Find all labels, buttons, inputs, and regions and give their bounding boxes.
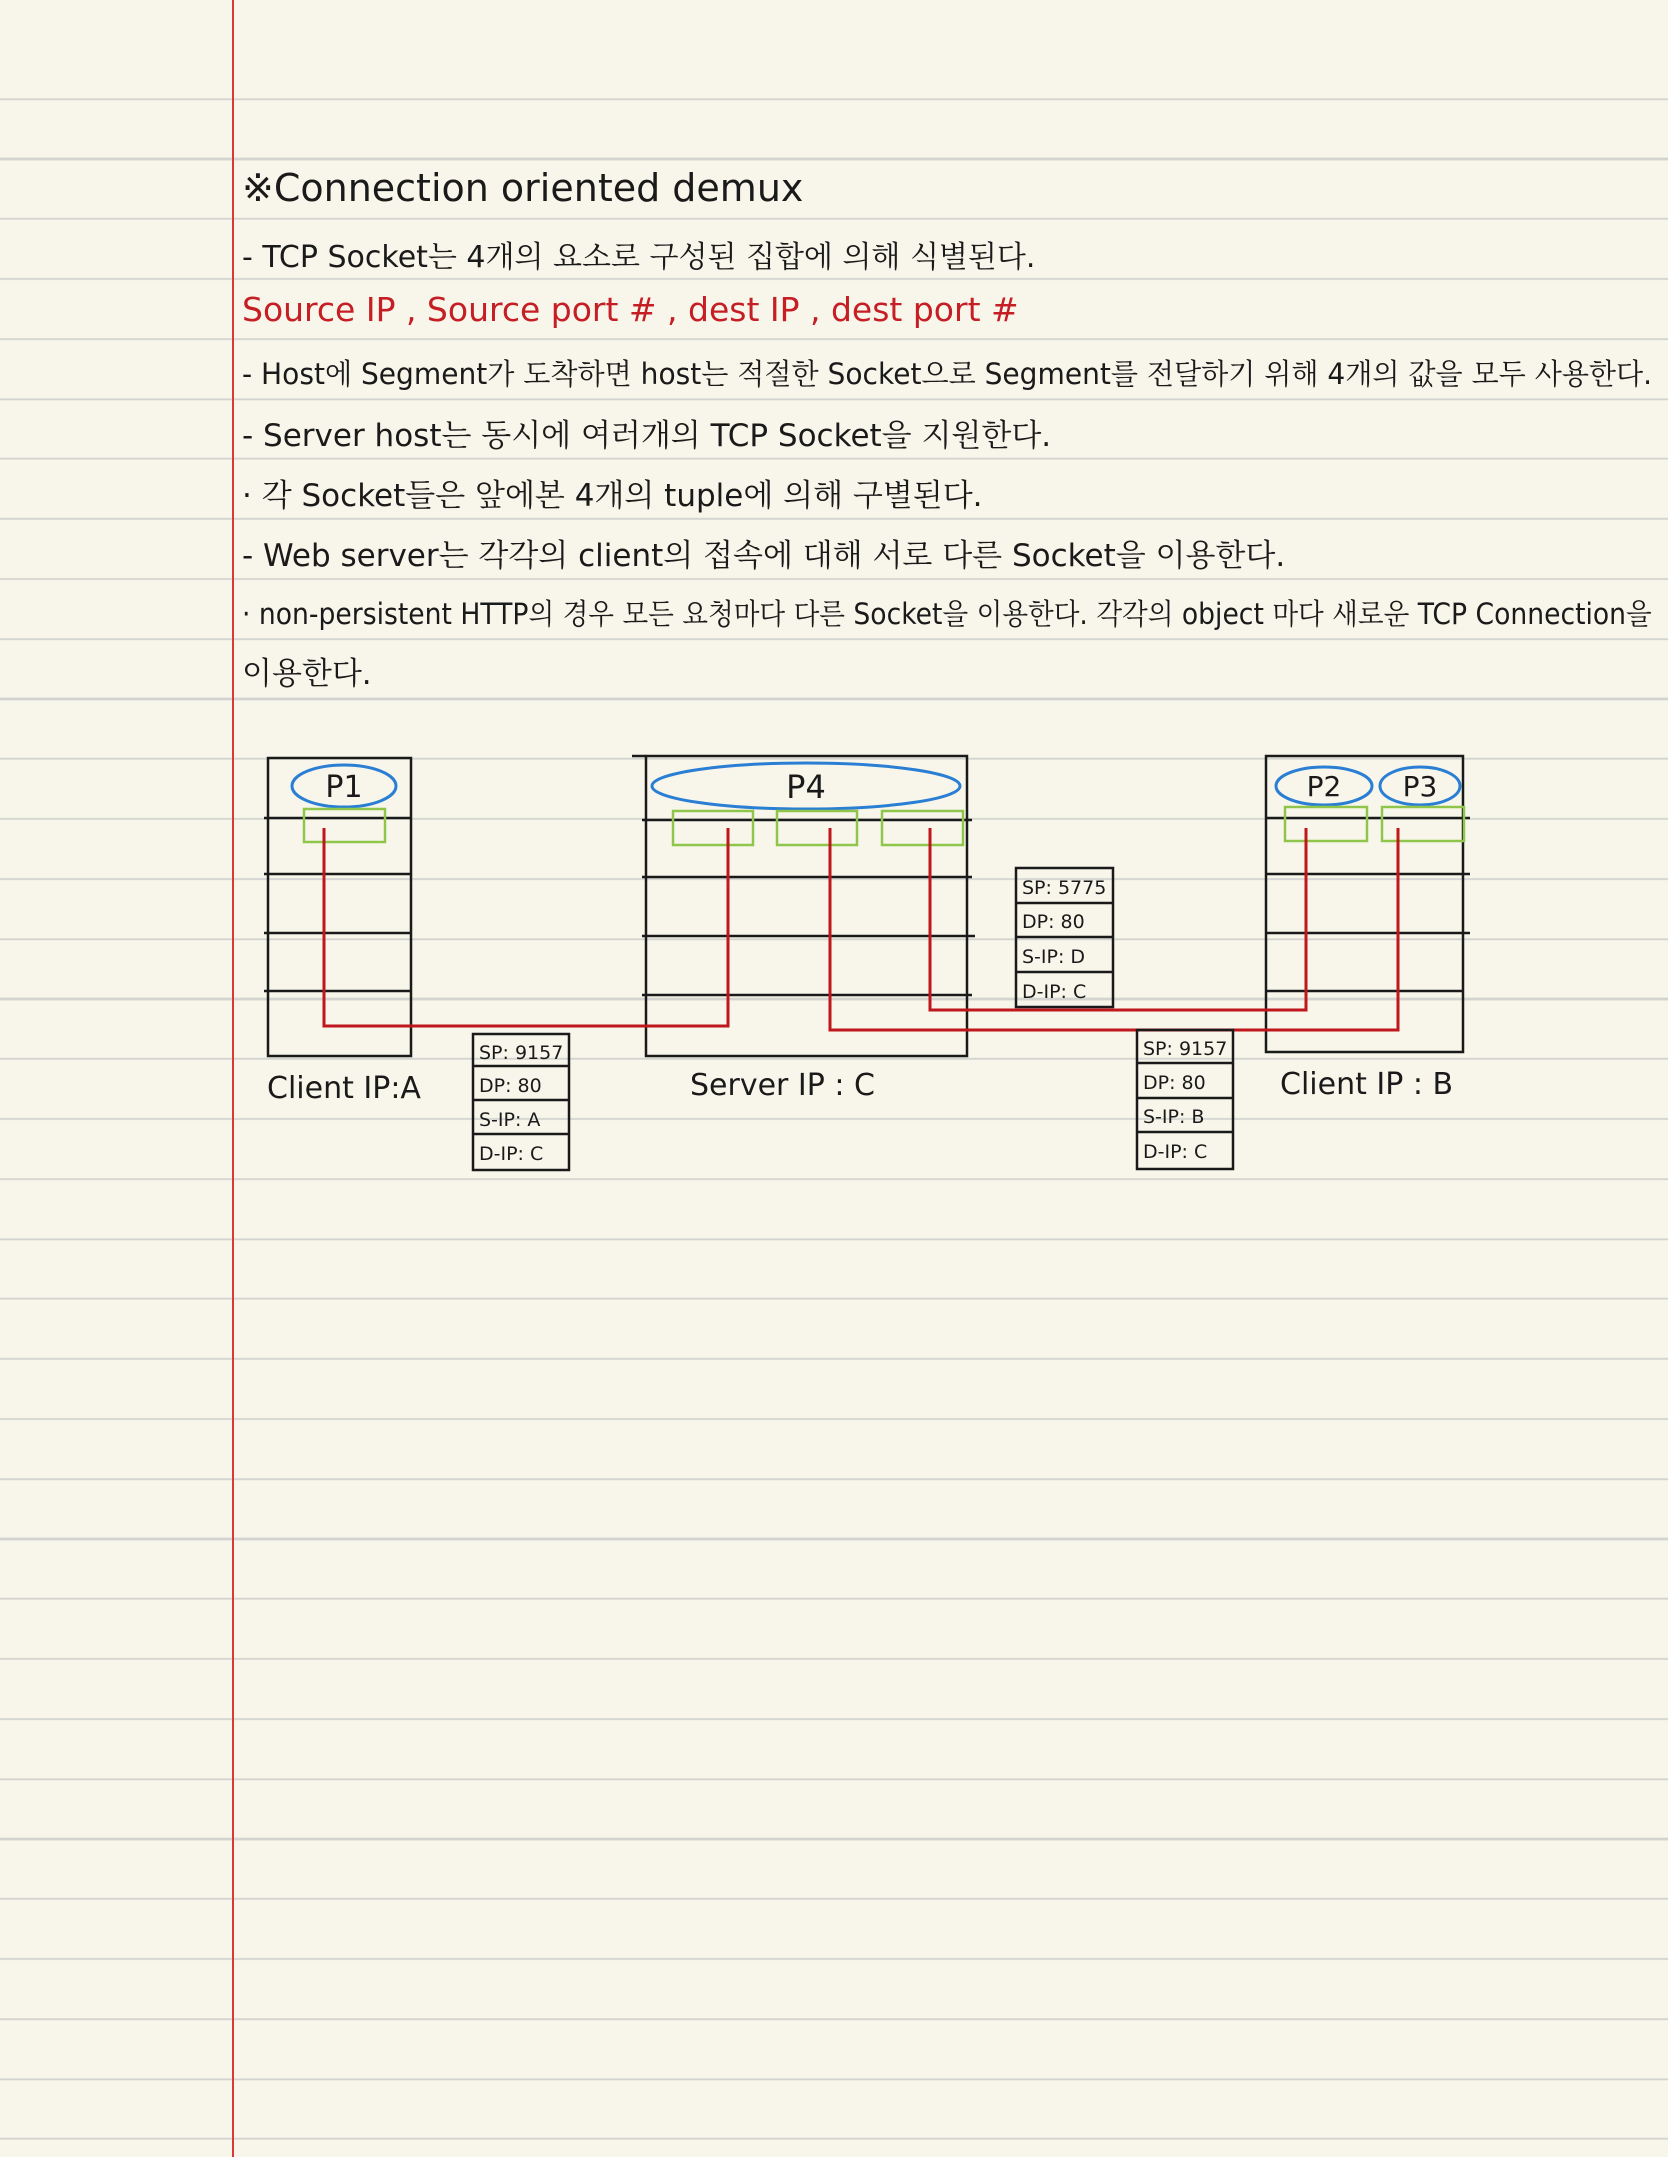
segment-b1-sp: SP: 5775: [1022, 877, 1107, 899]
process-p3-label: P3: [1402, 770, 1438, 803]
segment-a-sip: S-IP: A: [479, 1109, 541, 1131]
server-label: Server IP : C: [690, 1068, 875, 1103]
segment-header-b1: [1016, 868, 1113, 1007]
segment-a-sp: SP: 9157: [479, 1042, 564, 1064]
socket-server-b2: [777, 811, 857, 845]
note-line-tcp-socket: - TCP Socket는 4개의 요소로 구성된 집합에 의해 식별된다.: [242, 240, 1036, 275]
connection-a: [324, 828, 728, 1026]
process-p1-label: P1: [325, 770, 363, 805]
socket-p3: [1382, 807, 1464, 841]
socket-p1: [304, 809, 385, 842]
note-line-four-tuple: Source IP , Source port # , dest IP , dest port #: [242, 290, 1019, 329]
segment-b2-dip: D-IP: C: [1143, 1141, 1208, 1163]
page-title: ※Connection oriented demux: [242, 166, 804, 210]
socket-server-a: [673, 811, 753, 845]
segment-a-dp: DP: 80: [479, 1075, 542, 1097]
client-a-label: Client IP:A: [267, 1071, 421, 1106]
client-a-host: [264, 758, 412, 1056]
segment-a-dip: D-IP: C: [479, 1143, 544, 1165]
client-b-host: [1266, 756, 1470, 1052]
segment-b2-dp: DP: 80: [1143, 1072, 1206, 1094]
segment-b2-sp: SP: 9157: [1143, 1038, 1228, 1060]
connection-b1: [930, 828, 1306, 1010]
client-b-label: Client IP : B: [1280, 1067, 1454, 1102]
process-p2-label: P2: [1306, 770, 1342, 803]
note-line-socket-tuple: · 각 Socket들은 앞에본 4개의 tuple에 의해 구별된다.: [242, 478, 983, 514]
process-p4: [652, 763, 960, 809]
process-p2: [1276, 767, 1372, 805]
process-p3: [1380, 767, 1460, 805]
server-host: [632, 756, 975, 1056]
process-p4-label: P4: [786, 768, 826, 806]
segment-b1-dip: D-IP: C: [1022, 981, 1087, 1003]
note-line-host-segment: - Host에 Segment가 도착하면 host는 적절한 Socket으로 Segment를 전달하기 위해 4개의 값을 모두 사용한다.: [242, 357, 1653, 391]
segment-header-a: [473, 1034, 569, 1170]
segment-b2-sip: S-IP: B: [1143, 1106, 1205, 1128]
process-p1: [292, 765, 396, 807]
socket-server-b1: [882, 811, 963, 845]
note-line-non-persistent-cont: 이용한다.: [242, 656, 372, 692]
note-line-server-host: - Server host는 동시에 여러개의 TCP Socket을 지원한다.: [242, 418, 1052, 454]
segment-b1-dp: DP: 80: [1022, 911, 1085, 933]
connection-b2: [830, 828, 1398, 1030]
note-line-non-persistent: · non-persistent HTTP의 경우 모든 요청마다 다른 Socket을 이용한다. 각각의 object 마다 새로운 TCP Connection을: [242, 597, 1652, 631]
segment-header-b2: [1137, 1030, 1233, 1169]
note-line-web-server: - Web server는 각각의 client의 접속에 대해 서로 다른 Socket을 이용한다.: [242, 538, 1286, 574]
socket-p2: [1285, 807, 1367, 841]
margin-line: [232, 0, 234, 2157]
segment-b1-sip: S-IP: D: [1022, 946, 1086, 968]
